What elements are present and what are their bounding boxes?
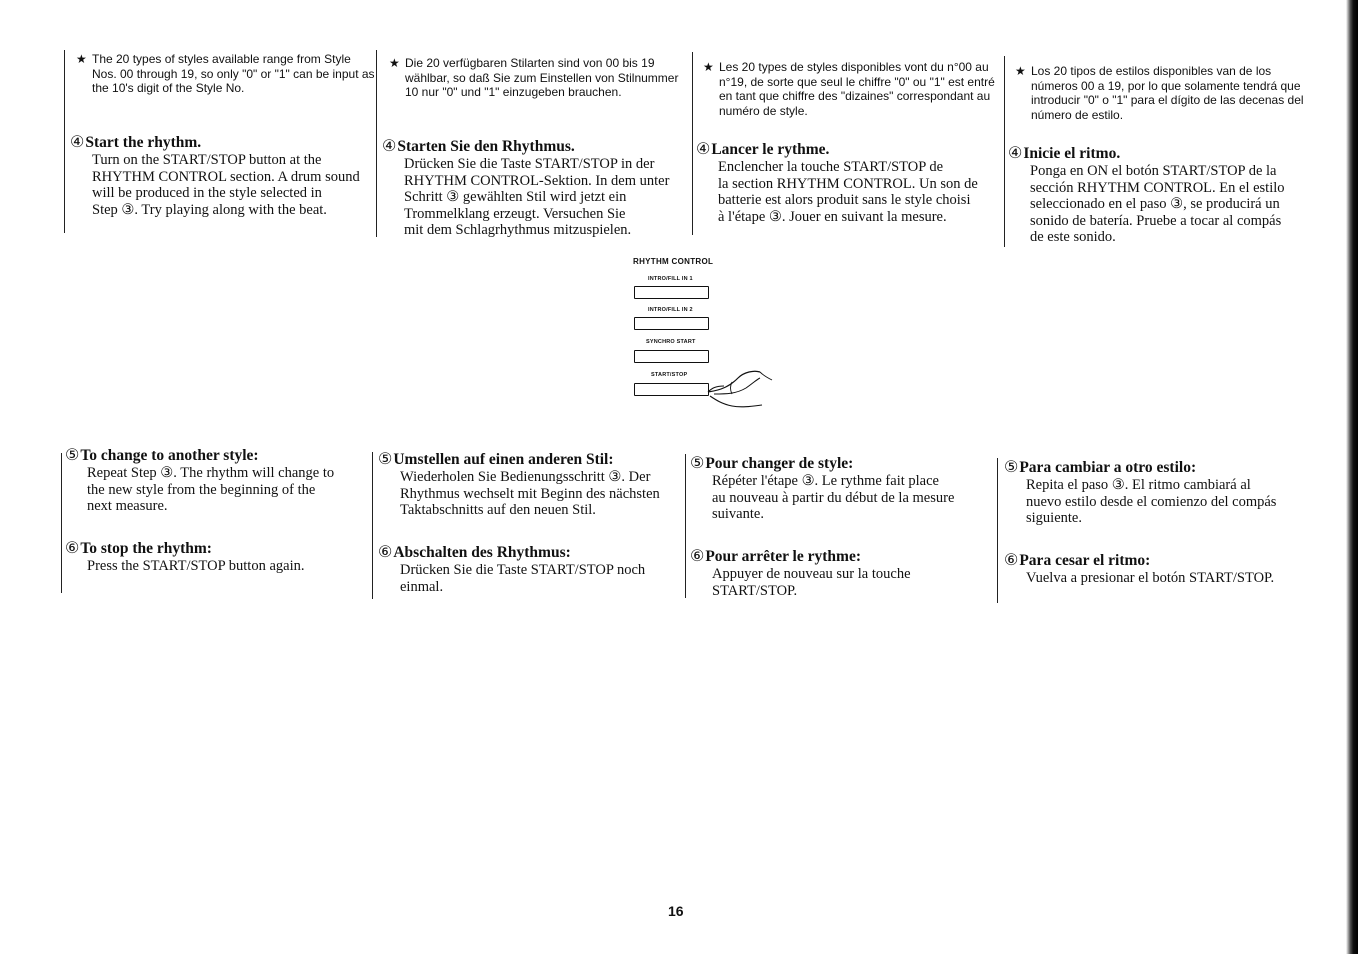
step-number: ④ bbox=[1008, 145, 1023, 162]
column-rule bbox=[997, 458, 998, 603]
star-icon: ★ bbox=[76, 52, 87, 66]
step-number: ⑥ bbox=[378, 544, 393, 561]
section-stop-rhythm-en bbox=[65, 540, 305, 575]
section-body: Ponga en ON el botón START/STOP de la sección RHYTHM CONTROL. En el estilo seleccionado en el paso ③, se producirá un sonido de batería. Pruebe a tocar al compás de este sonido. bbox=[1030, 163, 1285, 245]
section-heading bbox=[690, 548, 911, 566]
column-rule bbox=[685, 454, 686, 598]
step-number: ⑤ bbox=[1004, 459, 1019, 476]
step-number: ⑤ bbox=[65, 447, 80, 464]
section-title: To change to another style: bbox=[80, 447, 259, 464]
section-start-rhythm-en bbox=[70, 134, 360, 218]
section-change-style-es bbox=[1004, 459, 1276, 527]
section-title: Para cambiar a otro estilo: bbox=[1019, 459, 1197, 476]
column-rule bbox=[1004, 56, 1005, 247]
star-icon: ★ bbox=[1015, 64, 1026, 78]
rhythm-control-panel bbox=[620, 257, 780, 417]
section-heading bbox=[1008, 145, 1285, 163]
intro-fill-in-2-button[interactable] bbox=[634, 317, 709, 330]
note-de bbox=[389, 56, 689, 100]
page-number: 16 bbox=[668, 903, 684, 919]
star-icon: ★ bbox=[703, 60, 714, 74]
section-body: Enclencher la touche START/STOP de la section RHYTHM CONTROL. Un son de batterie est alors produit sans le style choisi à l'étape ③. Jouer en suivant la mesure. bbox=[718, 159, 978, 225]
step-number: ④ bbox=[382, 138, 397, 155]
note-text: Die 20 verfügbaren Stilarten sind von 00 bis 19 wählbar, so daß Sie zum Einstellen von Stilnummer 10 nur "0" und "1" einzugeben brauchen. bbox=[405, 56, 679, 99]
section-body: Appuyer de nouveau sur la touche START/STOP. bbox=[712, 566, 911, 599]
section-title: Pour changer de style: bbox=[705, 455, 854, 472]
section-start-rhythm-es bbox=[1008, 145, 1285, 246]
section-heading bbox=[696, 141, 978, 159]
step-number: ⑤ bbox=[378, 451, 393, 468]
synchro-start-button[interactable] bbox=[634, 350, 709, 363]
column-rule bbox=[692, 52, 693, 235]
section-body: Drücken Sie die Taste START/STOP noch einmal. bbox=[400, 562, 646, 595]
section-heading bbox=[382, 138, 669, 156]
section-heading bbox=[1004, 552, 1274, 570]
section-stop-rhythm-fr bbox=[690, 548, 911, 599]
section-change-style-fr bbox=[690, 455, 954, 523]
section-heading bbox=[378, 544, 645, 562]
note-text: Les 20 types de styles disponibles vont du n°00 au n°19, de sorte que seul le chiffre "0" ou "1" est entré en tant que chiffre des "dizaines" correspondant au numéro de style. bbox=[719, 60, 995, 118]
section-body: Repeat Step ③. The rhythm will change to the new style from the beginning of the next measure. bbox=[87, 465, 335, 514]
section-heading bbox=[1004, 459, 1276, 477]
note-text: The 20 types of styles available range from Style Nos. 00 through 19, so only "0" or "1" can be input as the 10's digit of the Style No. bbox=[92, 52, 375, 95]
button-label: INTRO/FILL IN 1 bbox=[648, 276, 693, 282]
step-number: ⑤ bbox=[690, 455, 705, 472]
intro-fill-in-1-button[interactable] bbox=[634, 286, 709, 299]
section-start-rhythm-fr bbox=[696, 141, 978, 225]
section-body: Turn on the START/STOP button at the RHYTHM CONTROL section. A drum sound will be produced in the style selected in Step ③. Try playing along with the beat. bbox=[92, 152, 360, 218]
pointing-hand-icon bbox=[702, 364, 782, 414]
note-en bbox=[76, 52, 376, 96]
section-title: Lancer le rythme. bbox=[711, 141, 830, 158]
step-number: ④ bbox=[696, 141, 711, 158]
section-stop-rhythm-es bbox=[1004, 552, 1274, 587]
section-title: Para cesar el ritmo: bbox=[1019, 552, 1151, 569]
section-title: To stop the rhythm: bbox=[80, 540, 212, 557]
section-change-style-en bbox=[65, 447, 334, 515]
section-title: Inicie el ritmo. bbox=[1023, 145, 1121, 162]
section-body: Vuelva a presionar el botón START/STOP. bbox=[1026, 570, 1275, 586]
section-title: Start the rhythm. bbox=[85, 134, 202, 151]
step-number: ④ bbox=[70, 134, 85, 151]
section-body: Répéter l'étape ③. Le rythme fait place au nouveau à partir du début de la mesure suivante. bbox=[712, 473, 955, 522]
section-heading bbox=[65, 447, 334, 465]
scan-edge bbox=[1346, 0, 1358, 954]
section-body: Repita el paso ③. El ritmo cambiará al nuevo estilo desde el comienzo del compás siguiente. bbox=[1026, 477, 1277, 526]
section-body: Press the START/STOP button again. bbox=[87, 558, 305, 574]
star-icon: ★ bbox=[389, 56, 400, 70]
button-label: INTRO/FILL IN 2 bbox=[648, 307, 693, 313]
section-title: Starten Sie den Rhythmus. bbox=[397, 138, 575, 155]
section-title: Umstellen auf einen anderen Stil: bbox=[393, 451, 614, 468]
step-number: ⑥ bbox=[1004, 552, 1019, 569]
section-stop-rhythm-de bbox=[378, 544, 645, 595]
start-stop-button[interactable] bbox=[634, 383, 709, 396]
step-number: ⑥ bbox=[65, 540, 80, 557]
panel-title: RHYTHM CONTROL bbox=[633, 257, 714, 266]
section-heading bbox=[690, 455, 954, 473]
section-title: Pour arrêter le rythme: bbox=[705, 548, 861, 565]
button-label: SYNCHRO START bbox=[646, 339, 696, 345]
section-body: Wiederholen Sie Bedienungsschritt ③. Der Rhythmus wechselt mit Beginn des nächsten Taktabschnitts auf den neuen Stil. bbox=[400, 469, 660, 518]
section-change-style-de bbox=[378, 451, 660, 519]
note-text: Los 20 tipos de estilos disponibles van de los números 00 a 19, por lo que solamente tendrá que introducir "0" o "1" para el dígito de las decenas del número de estilo. bbox=[1031, 64, 1304, 122]
section-heading bbox=[70, 134, 360, 152]
section-start-rhythm-de bbox=[382, 138, 669, 239]
section-heading bbox=[378, 451, 660, 469]
column-rule bbox=[61, 453, 62, 593]
column-rule bbox=[376, 50, 377, 237]
section-heading bbox=[65, 540, 305, 558]
button-label: START/STOP bbox=[651, 372, 688, 378]
note-es bbox=[1015, 64, 1305, 122]
note-fr bbox=[703, 60, 995, 118]
step-number: ⑥ bbox=[690, 548, 705, 565]
section-body: Drücken Sie die Taste START/STOP in der RHYTHM CONTROL-Sektion. In dem unter Schritt ③ gewählten Stil wird jetzt ein Trommelklang erzeugt. Versuchen Sie mit dem Schlagrhythmus mitzuspielen. bbox=[404, 156, 670, 238]
section-title: Abschalten des Rhythmus: bbox=[393, 544, 571, 561]
column-rule bbox=[372, 452, 373, 599]
column-rule bbox=[64, 50, 65, 233]
